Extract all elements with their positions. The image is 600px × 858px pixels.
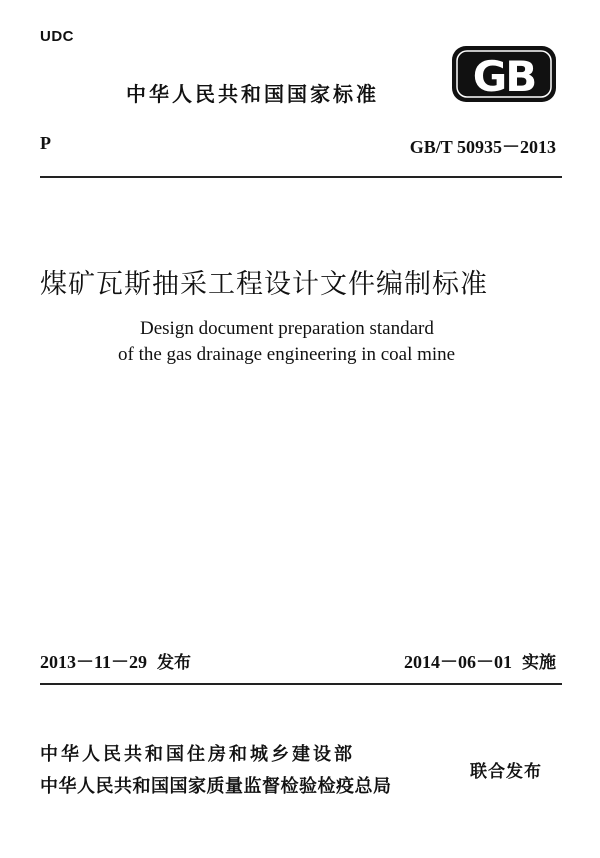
effective-date: 2014－06－01 bbox=[404, 652, 512, 672]
issue-date: 2013－11－29 bbox=[40, 652, 148, 672]
title-english-line1: Design document preparation standard bbox=[140, 318, 434, 339]
publisher-line2: 中华人民共和国国家质量监督检验检疫总局 bbox=[40, 776, 392, 797]
bottom-divider bbox=[40, 683, 562, 685]
top-divider bbox=[40, 176, 562, 178]
udc-label: UDC bbox=[40, 28, 74, 45]
title-chinese: 煤矿瓦斯抽采工程设计文件编制标准 bbox=[40, 269, 488, 300]
publisher-line1: 中华人民共和国住房和城乡建设部 bbox=[40, 744, 355, 765]
category-code: P bbox=[40, 133, 51, 153]
effective-date-block bbox=[404, 648, 556, 674]
country-standard-heading: 中华人民共和国国家标准 bbox=[126, 82, 379, 106]
gb-logo-text: GB bbox=[472, 52, 536, 101]
effective-label: 实施 bbox=[522, 653, 556, 673]
standard-code: GB/T 50935－2013 bbox=[409, 137, 556, 157]
joint-publish-label: 联合发布 bbox=[470, 762, 542, 782]
issue-label: 发布 bbox=[157, 653, 192, 673]
issue-date-block bbox=[40, 648, 191, 674]
title-english-line2: of the gas drainage engineering in coal mine bbox=[118, 344, 456, 365]
gb-logo-icon bbox=[450, 44, 558, 104]
